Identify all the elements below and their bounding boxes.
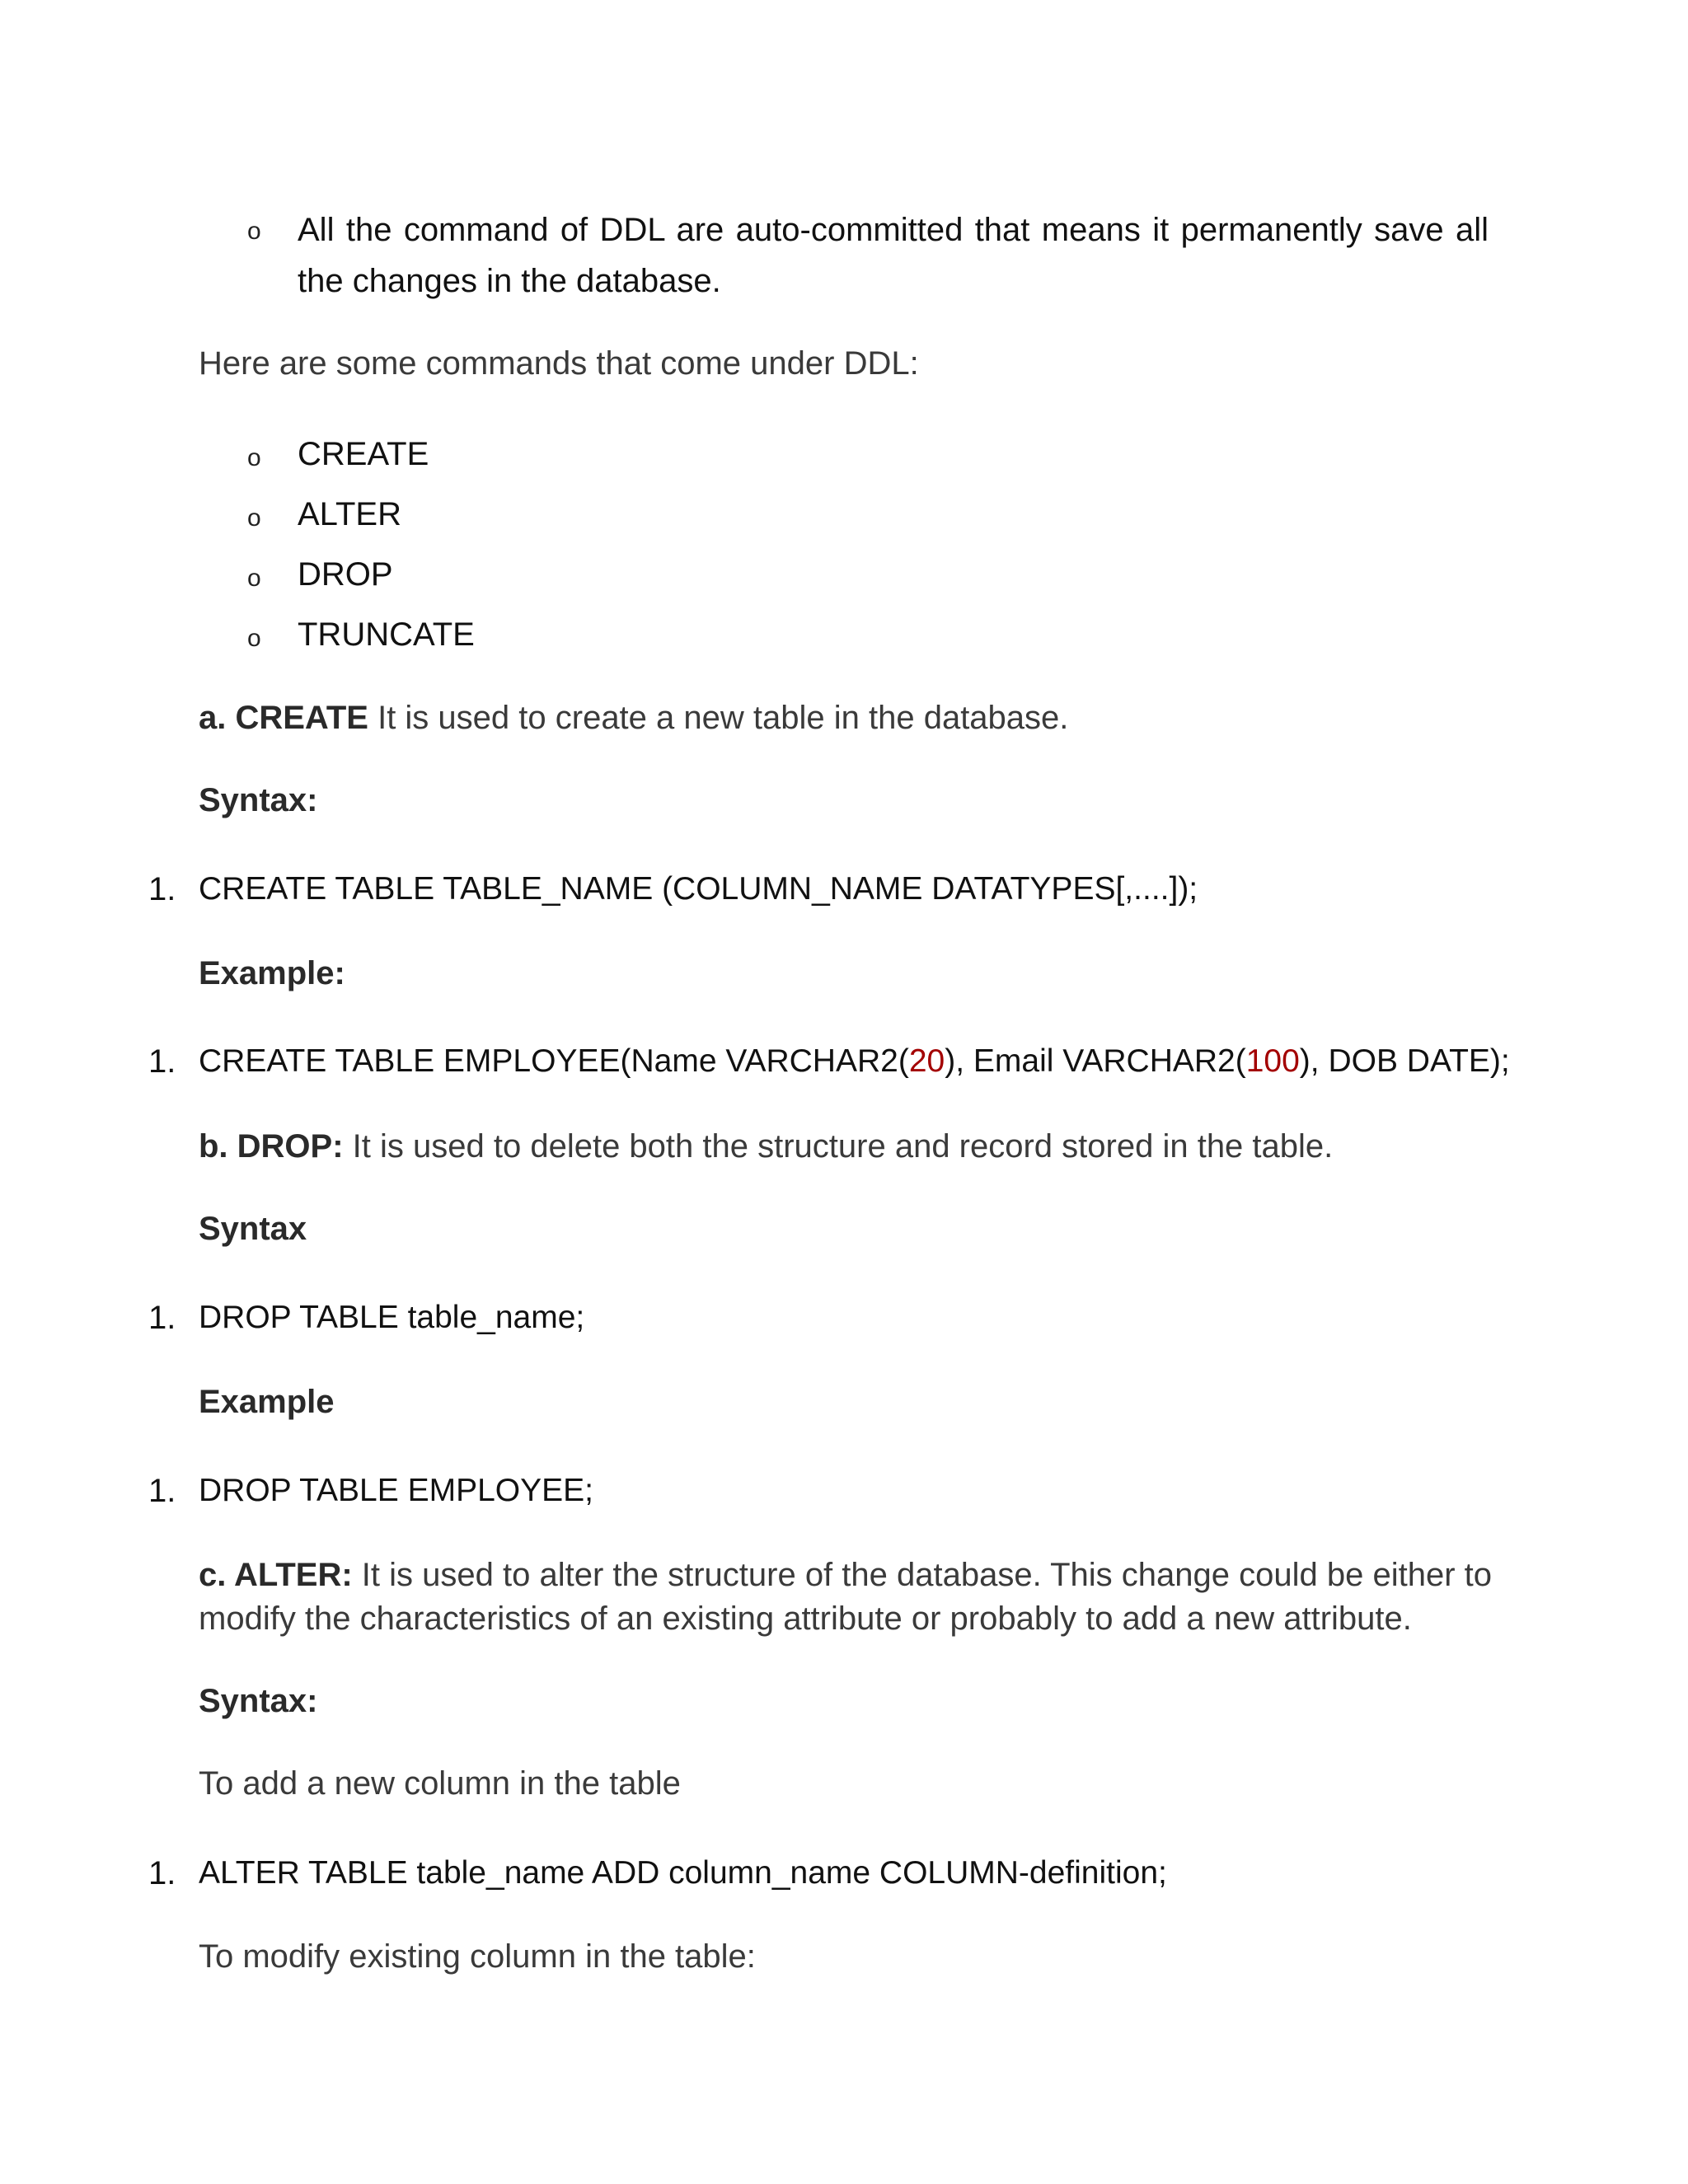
create-syntax-code: CREATE TABLE TABLE_NAME (COLUMN_NAME DATATYPES[,....]); bbox=[199, 871, 1198, 907]
command-item: DROP bbox=[298, 556, 393, 593]
bullet-marker: o bbox=[247, 444, 261, 471]
command-item: CREATE bbox=[298, 436, 429, 472]
command-item: TRUNCATE bbox=[298, 616, 475, 653]
alter-modify-intro: To modify existing column in the table: bbox=[199, 1938, 756, 1975]
code-segment: ), DOB DATE); bbox=[1299, 1043, 1510, 1079]
code-segment: CREATE TABLE EMPLOYEE(Name VARCHAR2( bbox=[199, 1043, 909, 1079]
bullet-marker: o bbox=[247, 565, 261, 592]
alter-syntax-label: Syntax: bbox=[199, 1683, 318, 1719]
alter-add-code: ALTER TABLE table_name ADD column_name COLUMN-definition; bbox=[199, 1855, 1167, 1891]
alter-add-number: 1. bbox=[148, 1855, 176, 1891]
alter-heading-paragraph bbox=[199, 1554, 1501, 1641]
create-description: It is used to create a new table in the database. bbox=[368, 700, 1069, 736]
command-item: ALTER bbox=[298, 496, 401, 532]
alter-heading: c. ALTER: bbox=[199, 1557, 353, 1593]
create-heading-line bbox=[199, 696, 1068, 739]
bullet-marker: o bbox=[247, 625, 261, 652]
code-number: 100 bbox=[1245, 1043, 1300, 1079]
drop-example-code: DROP TABLE EMPLOYEE; bbox=[199, 1473, 594, 1508]
commands-intro: Here are some commands that come under DDL: bbox=[199, 345, 919, 382]
drop-description: It is used to delete both the structure and record stored in the table. bbox=[343, 1128, 1334, 1165]
alter-add-intro: To add a new column in the table bbox=[199, 1765, 681, 1802]
drop-example-number: 1. bbox=[148, 1473, 176, 1509]
drop-heading: b. DROP: bbox=[199, 1128, 344, 1165]
drop-heading-line bbox=[199, 1125, 1333, 1168]
alter-description: It is used to alter the structure of the database. This change could be either to modify the characteristics of an existing attribute or probably to add a new attribute. bbox=[199, 1557, 1492, 1637]
drop-syntax-label: Syntax bbox=[199, 1211, 307, 1247]
bullet-marker: o bbox=[247, 218, 261, 245]
drop-syntax-number: 1. bbox=[148, 1300, 176, 1336]
create-syntax-label: Syntax: bbox=[199, 782, 318, 818]
drop-example-label: Example bbox=[199, 1384, 335, 1420]
create-syntax-number: 1. bbox=[148, 871, 176, 907]
code-number: 20 bbox=[908, 1043, 945, 1079]
create-example-label: Example: bbox=[199, 955, 345, 991]
create-example-number: 1. bbox=[148, 1043, 176, 1080]
intro-bullet-text: All the command of DDL are auto-committed that means it permanently save all the changes in the database. bbox=[298, 212, 1489, 299]
code-segment: ), Email VARCHAR2( bbox=[945, 1043, 1246, 1079]
bullet-marker: o bbox=[247, 504, 261, 532]
create-heading: a. CREATE bbox=[199, 700, 368, 736]
create-example-code bbox=[199, 1040, 1510, 1083]
drop-syntax-code: DROP TABLE table_name; bbox=[199, 1300, 585, 1335]
